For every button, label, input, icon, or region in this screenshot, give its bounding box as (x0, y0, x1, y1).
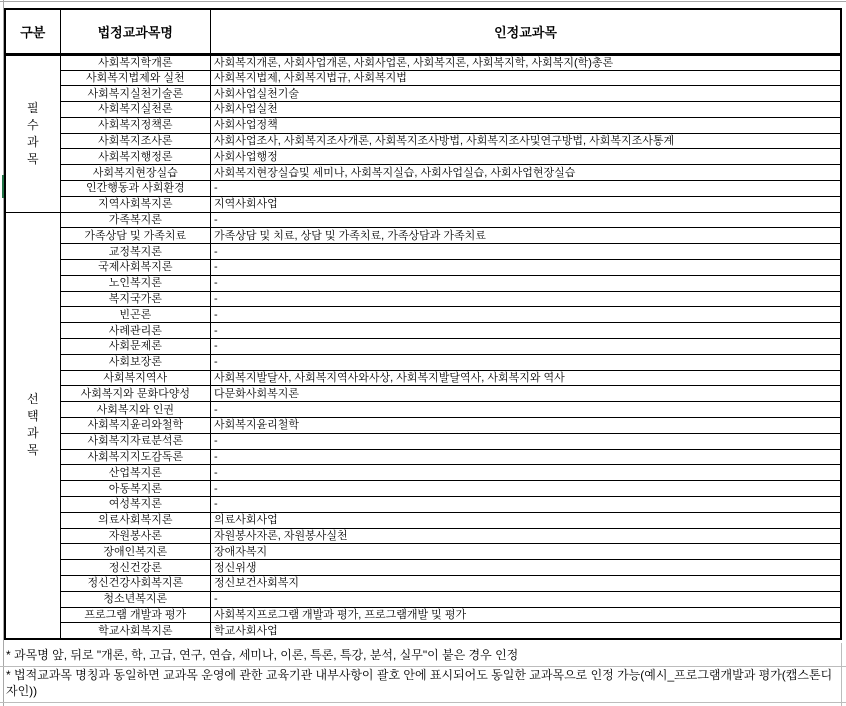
table-row (5, 623, 841, 639)
table-row (5, 275, 841, 291)
table-row (5, 323, 841, 339)
recognized-course-cell: 사회복지법제, 사회복지법규, 사회복지법 (210, 70, 841, 86)
table-row (5, 354, 841, 370)
legal-course-cell: 사회복지실천론 (60, 102, 210, 118)
recognized-course-cell: 사회복지개론, 사회사업개론, 사회사업론, 사회복지론, 사회복지학, 사회복지(학)총론 (210, 54, 841, 70)
legal-course-cell: 사회복지지도감독론 (60, 449, 210, 465)
table-row (5, 607, 841, 623)
recognized-course-cell: - (210, 402, 841, 418)
recognized-course-cell: - (210, 497, 841, 513)
legal-course-cell: 의료사회복지론 (60, 512, 210, 528)
table-row (5, 370, 841, 386)
category-label: 필수과목 (27, 100, 39, 166)
table-row (5, 260, 841, 276)
recognized-course-cell: - (210, 449, 841, 465)
recognized-course-cell: - (210, 339, 841, 355)
legal-course-cell: 사회복지와 인권 (60, 402, 210, 418)
table-row (5, 86, 841, 102)
curriculum-table (4, 8, 842, 640)
gridline-bottom (0, 702, 846, 703)
gridline-top (0, 1, 846, 2)
table-row (5, 576, 841, 592)
recognized-course-cell: - (210, 307, 841, 323)
table-row (5, 528, 841, 544)
recognized-course-cell: - (210, 275, 841, 291)
category-label: 선택과목 (27, 392, 39, 458)
legal-course-cell: 사회복지법제와 실천 (60, 70, 210, 86)
legal-course-cell: 사례관리론 (60, 323, 210, 339)
legal-course-cell: 산업복지론 (60, 465, 210, 481)
recognized-course-cell: - (210, 323, 841, 339)
legal-course-cell: 학교사회복지론 (60, 623, 210, 639)
legal-course-cell: 사회복지현장실습 (60, 165, 210, 181)
header-recognized: 인정교과목 (210, 9, 841, 54)
legal-course-cell: 교정복지론 (60, 244, 210, 260)
legal-course-cell: 사회복지정책론 (60, 117, 210, 133)
table-row (5, 449, 841, 465)
legal-course-cell: 사회복지윤리와철학 (60, 418, 210, 434)
legal-course-cell: 정신건강론 (60, 560, 210, 576)
category-cell (5, 54, 60, 212)
legal-course-cell: 빈곤론 (60, 307, 210, 323)
table-row (5, 544, 841, 560)
table-row (5, 560, 841, 576)
table-row (5, 465, 841, 481)
legal-course-cell: 사회복지행정론 (60, 149, 210, 165)
legal-course-cell: 여성복지론 (60, 497, 210, 513)
recognized-course-cell: - (210, 354, 841, 370)
table-row (5, 212, 841, 228)
recognized-course-cell: - (210, 465, 841, 481)
legal-course-cell: 사회복지역사 (60, 370, 210, 386)
table-row (5, 70, 841, 86)
table-row (5, 102, 841, 118)
table-row (5, 165, 841, 181)
gridline-footnote-divider (0, 666, 846, 667)
recognized-course-cell: 가족상담 및 치료, 상담 및 가족치료, 가족상담과 가족치료 (210, 228, 841, 244)
legal-course-cell: 가족상담 및 가족치료 (60, 228, 210, 244)
header-legal-name: 법정교과목명 (60, 9, 210, 54)
legal-course-cell: 사회보장론 (60, 354, 210, 370)
recognized-course-cell: - (210, 181, 841, 197)
table-row (5, 196, 841, 212)
legal-course-cell: 사회복지와 문화다양성 (60, 386, 210, 402)
legal-course-cell: 인간행동과 사회환경 (60, 181, 210, 197)
legal-course-cell: 장애인복지론 (60, 544, 210, 560)
recognized-course-cell: 사회사업실천기술 (210, 86, 841, 102)
table-row (5, 512, 841, 528)
recognized-course-cell: - (210, 433, 841, 449)
header-category: 구분 (5, 9, 60, 54)
table-row (5, 244, 841, 260)
recognized-course-cell: 사회복지발달사, 사회복지역사와사상, 사회복지발달역사, 사회복지와 역사 (210, 370, 841, 386)
header-row (5, 9, 841, 54)
legal-course-cell: 가족복지론 (60, 212, 210, 228)
recognized-course-cell: 사회사업조사, 사회복지조사개론, 사회복지조사방법, 사회복지조사및연구방법, 사회복지조사통계 (210, 133, 841, 149)
legal-course-cell: 사회복지자료분석론 (60, 433, 210, 449)
recognized-course-cell: 정신보건사회복지 (210, 576, 841, 592)
table-row (5, 481, 841, 497)
recognized-course-cell: 자원봉사자론, 자원봉사실천 (210, 528, 841, 544)
table-row (5, 386, 841, 402)
legal-course-cell: 프로그램 개발과 평가 (60, 607, 210, 623)
recognized-course-cell: - (210, 260, 841, 276)
table-row (5, 133, 841, 149)
recognized-course-cell: 사회사업행정 (210, 149, 841, 165)
category-cell (5, 212, 60, 639)
footnote-2: * 법적교과목 명칭과 동일하면 교과목 운영에 관한 교육기관 내부사항이 괄호 안에 표시되어도 동일한 교과목으로 인정 가능(예시_프로그램개발과 평가(캡스톤디자인)) (6, 668, 833, 698)
recognized-course-cell: 의료사회사업 (210, 512, 841, 528)
recognized-course-cell: 장애자복지 (210, 544, 841, 560)
legal-course-cell: 사회복지실천기술론 (60, 86, 210, 102)
table-row (5, 291, 841, 307)
recognized-course-cell: 학교사회사업 (210, 623, 841, 639)
legal-course-cell: 노인복지론 (60, 275, 210, 291)
legal-course-cell: 아동복지론 (60, 481, 210, 497)
table-row (5, 117, 841, 133)
table-row (5, 418, 841, 434)
recognized-course-cell: 정신위생 (210, 560, 841, 576)
recognized-course-cell: - (210, 291, 841, 307)
table-row (5, 181, 841, 197)
recognized-course-cell: 지역사회사업 (210, 196, 841, 212)
footnote-1: * 과목명 앞, 뒤로 "개론, 학, 고급, 연구, 연습, 세미나, 이론, 특론, 특강, 분석, 실무"이 붙은 경우 인정 (6, 648, 519, 662)
legal-course-cell: 지역사회복지론 (60, 196, 210, 212)
table-body (5, 54, 841, 639)
table-row (5, 149, 841, 165)
legal-course-cell: 청소년복지론 (60, 591, 210, 607)
legal-course-cell: 자원봉사론 (60, 528, 210, 544)
table-row (5, 228, 841, 244)
recognized-course-cell: - (210, 244, 841, 260)
recognized-course-cell: 사회복지윤리철학 (210, 418, 841, 434)
legal-course-cell: 사회복지학개론 (60, 54, 210, 70)
recognized-course-cell: 다문화사회복지론 (210, 386, 841, 402)
table-row (5, 339, 841, 355)
legal-course-cell: 복지국가론 (60, 291, 210, 307)
table-row (5, 591, 841, 607)
recognized-course-cell: - (210, 591, 841, 607)
legal-course-cell: 사회문제론 (60, 339, 210, 355)
table-row (5, 307, 841, 323)
recognized-course-cell: 사회복지프로그램 개발과 평가, 프로그램개발 및 평가 (210, 607, 841, 623)
table-row (5, 402, 841, 418)
legal-course-cell: 국제사회복지론 (60, 260, 210, 276)
legal-course-cell: 사회복지조사론 (60, 133, 210, 149)
table-row (5, 497, 841, 513)
recognized-course-cell: 사회사업실천 (210, 102, 841, 118)
recognized-course-cell: 사회복지현장실습및 세미나, 사회복지실습, 사회사업실습, 사회사업현장실습 (210, 165, 841, 181)
legal-course-cell: 정신건강사회복지론 (60, 576, 210, 592)
recognized-course-cell: - (210, 481, 841, 497)
table-row (5, 433, 841, 449)
recognized-course-cell: 사회사업정책 (210, 117, 841, 133)
table-row (5, 54, 841, 70)
recognized-course-cell: - (210, 212, 841, 228)
